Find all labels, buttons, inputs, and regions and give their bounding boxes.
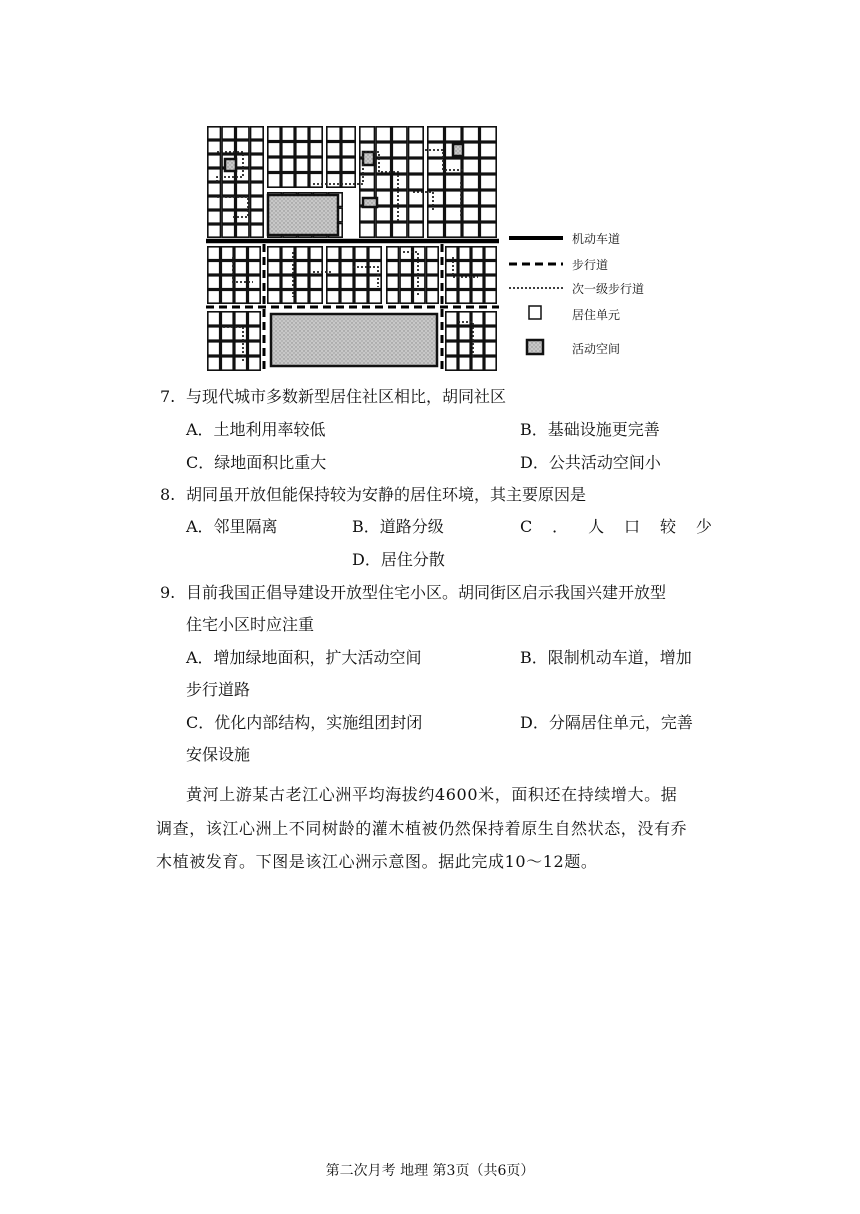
residential-unit [392,143,407,157]
legend-label-subwalk: 次一级步行道 [572,282,645,296]
residential-unit [251,155,264,167]
residential-unit [248,342,260,355]
residential-unit [376,127,391,141]
residential-unit [251,127,264,139]
residential-unit [459,247,470,260]
residential-unit [376,175,391,189]
residential-unit [463,223,479,237]
q9-number: 9. [160,583,176,602]
q9-stem-line2: 住宅小区时应注重 [186,615,315,634]
residential-unit [208,211,221,223]
residential-unit [472,261,483,274]
q9-option-b-line1: B．限制机动车道，增加 [520,648,692,667]
residential-unit [268,173,280,187]
residential-unit [268,276,280,289]
residential-unit [268,127,280,141]
residential-unit [485,276,496,289]
residential-unit [236,127,249,139]
residential-unit [235,290,247,303]
residential-unit [463,191,479,205]
residential-unit [310,173,322,187]
residential-unit [268,247,280,260]
residential-unit [387,261,399,274]
residential-unit [222,183,235,195]
residential-unit [485,312,496,325]
residential-unit [310,142,322,156]
residential-unit [248,290,260,303]
residential-unit [376,207,391,221]
residential-unit [208,225,221,237]
q8-option-d: D．居住分散 [352,550,445,569]
residential-unit [413,290,425,303]
residential-unit [459,290,470,303]
q8-option-a: A．邻里隔离 [186,517,278,536]
residential-unit [400,247,412,260]
residential-unit [446,261,457,274]
residential-unit [400,276,412,289]
residential-unit [400,290,412,303]
residential-unit [392,191,407,205]
residential-unit [222,225,235,237]
residential-unit [268,290,280,303]
residential-unit [221,342,233,355]
residential-unit [235,312,247,325]
residential-unit [446,342,457,355]
activity-space-lower [271,314,437,366]
residential-unit [342,127,355,141]
residential-unit [387,276,399,289]
residential-unit [446,357,457,370]
residential-unit [296,247,308,260]
residential-unit [463,207,479,221]
residential-unit [463,143,479,157]
residential-unit [296,127,308,141]
residential-unit [268,158,280,172]
residential-unit [445,207,461,221]
residential-unit [296,142,308,156]
residential-unit [282,173,294,187]
residential-unit [409,207,424,221]
residential-unit [310,247,322,260]
residential-unit [428,207,444,221]
residential-unit [428,159,444,173]
residential-unit [427,290,439,303]
legend-label-space: 活动空间 [572,342,621,356]
residential-unit [222,211,235,223]
residential-unit [387,290,399,303]
residential-unit [221,261,233,274]
residential-unit [376,223,391,237]
residential-unit [236,183,249,195]
residential-unit [208,312,220,325]
residential-unit [446,327,457,340]
q7-number: 7. [160,387,176,406]
residential-unit [427,261,439,274]
q7-option-c: C．绿地面积比重大 [186,453,327,472]
residential-unit [248,276,260,289]
residential-unit [409,127,424,141]
residential-unit [208,155,221,167]
residential-unit [342,142,355,156]
residential-unit [392,127,407,141]
residential-unit [446,276,457,289]
q9-option-d-line2: 安保设施 [186,745,251,764]
residential-unit [296,276,308,289]
residential-unit [409,159,424,173]
page-footer: 第二次月考 地理 第3页（共6页） [325,1163,535,1179]
residential-unit [427,276,439,289]
residential-unit [235,327,247,340]
residential-unit [392,175,407,189]
activity-space-upper [268,195,338,235]
residential-unit [268,142,280,156]
residential-unit [342,158,355,172]
residential-unit [327,247,339,260]
residential-unit [248,261,260,274]
residential-unit [296,158,308,172]
residential-unit [248,312,260,325]
residential-unit [251,169,264,181]
residential-unit [235,247,247,260]
residential-unit [463,175,479,189]
residential-unit [327,127,340,141]
residential-unit [428,223,444,237]
residential-unit [327,261,339,274]
residential-unit [409,143,424,157]
q7-option-a: A．土地利用率较低 [186,420,326,439]
residential-unit [221,290,233,303]
q7-option-d: D．公共活动空间小 [520,453,661,472]
residential-unit [472,247,483,260]
residential-unit [327,173,340,187]
residential-unit [387,247,399,260]
residential-unit [360,207,375,221]
q8-number: 8. [160,485,176,504]
residential-unit [446,247,457,260]
residential-unit [485,357,496,370]
residential-unit [296,173,308,187]
q7-option-b: B．基础设施更完善 [520,420,660,439]
residential-unit [341,247,353,260]
residential-unit [235,261,247,274]
residential-unit [221,357,233,370]
residential-unit [480,223,496,237]
residential-unit [208,276,220,289]
residential-unit [445,223,461,237]
residential-unit [355,247,367,260]
residential-unit [409,223,424,237]
residential-unit [369,247,381,260]
residential-unit [282,127,294,141]
legend-label-walk: 步行道 [572,258,609,272]
residential-unit [428,127,444,141]
passage-line-1: 黄河上游某古老江心洲平均海拔约4600米，面积还在持续增大。据 [186,785,678,804]
residential-unit [222,127,235,139]
residential-unit [400,261,412,274]
residential-unit [485,342,496,355]
residential-unit [480,207,496,221]
residential-unit [427,247,439,260]
residential-unit [459,261,470,274]
residential-unit [360,223,375,237]
residential-unit [236,155,249,167]
residential-unit [463,159,479,173]
residential-unit [251,197,264,209]
residential-unit [235,357,247,370]
q8-option-b: B．道路分级 [352,517,444,536]
residential-unit [459,342,470,355]
residential-unit [222,141,235,153]
residential-unit [222,197,235,209]
residential-unit [221,247,233,260]
residential-unit [341,261,353,274]
q9-option-a: A．增加绿地面积，扩大活动空间 [186,648,422,667]
residential-unit [480,175,496,189]
residential-unit [446,312,457,325]
residential-unit [221,276,233,289]
residential-unit [310,290,322,303]
q7-stem: 与现代城市多数新型居住社区相比，胡同社区 [186,387,507,406]
residential-unit [251,183,264,195]
residential-unit [208,327,220,340]
residential-unit [221,312,233,325]
activity-space-small-3 [453,144,463,156]
residential-unit [480,127,496,141]
residential-unit [236,197,249,209]
residential-unit [208,261,220,274]
residential-unit [341,290,353,303]
legend-label-unit: 居住单元 [572,308,621,322]
residential-unit [459,327,470,340]
residential-unit [428,175,444,189]
residential-unit [208,127,221,139]
passage-line-3: 木植被发育。下图是该江心洲示意图。据此完成10～12题。 [156,852,598,871]
residential-unit [208,197,221,209]
residential-unit [485,261,496,274]
hutong-map-figure [203,122,653,374]
residential-unit [327,142,340,156]
residential-unit [327,290,339,303]
residential-unit [341,276,353,289]
residential-unit [282,158,294,172]
residential-unit [445,175,461,189]
residential-unit [208,169,221,181]
residential-unit [248,247,260,260]
residential-unit [282,142,294,156]
residential-unit [310,158,322,172]
residential-unit [485,327,496,340]
residential-unit [296,290,308,303]
activity-space-small-1 [225,159,236,171]
residential-unit [310,276,322,289]
residential-unit [208,247,220,260]
residential-unit [459,276,470,289]
residential-unit [248,357,260,370]
residential-unit [392,159,407,173]
residential-unit [235,342,247,355]
residential-unit [445,191,461,205]
residential-unit [413,247,425,260]
residential-unit [409,175,424,189]
legend [509,231,644,356]
activity-space-small-4 [363,198,377,207]
residential-unit [355,290,367,303]
residential-unit [208,357,220,370]
q9-option-b-line2: 步行道路 [186,680,251,699]
residential-unit [480,159,496,173]
residential-unit [248,327,260,340]
residential-unit [463,127,479,141]
q9-option-c: C．优化内部结构，实施组团封闭 [186,713,423,732]
residential-unit [459,357,470,370]
residential-unit [392,223,407,237]
q8-stem: 胡同虽开放但能保持较为安静的居住环境，其主要原因是 [186,485,587,504]
q9-stem-line1: 目前我国正倡导建设开放型住宅小区。胡同街区启示我国兴建开放型 [186,583,667,602]
residential-unit [485,290,496,303]
residential-unit [413,261,425,274]
legend-label-road: 机动车道 [572,232,621,246]
residential-unit [485,247,496,260]
residential-unit [472,290,483,303]
residential-unit [392,207,407,221]
residential-unit [208,183,221,195]
residential-unit [360,127,375,141]
residential-unit [480,143,496,157]
residential-unit [446,290,457,303]
residential-unit [472,357,483,370]
residential-unit [409,191,424,205]
residential-unit [236,225,249,237]
residential-unit [251,211,264,223]
residential-unit [480,191,496,205]
q9-option-d-line1: D．分隔居住单元，完善 [520,713,693,732]
residential-unit [251,225,264,237]
residential-unit [355,276,367,289]
residential-unit [268,261,280,274]
residential-unit [221,327,233,340]
activity-space-small-2 [363,152,374,165]
residential-unit [208,342,220,355]
residential-unit [445,159,461,173]
residential-unit [459,312,470,325]
residential-unit [296,261,308,274]
residential-unit [413,276,425,289]
residential-unit [369,276,381,289]
residential-unit [360,175,375,189]
residential-unit [369,290,381,303]
residential-unit [310,127,322,141]
passage-line-2: 调查，该江心洲上不同树龄的灌木植被仍然保持着原生自然状态，没有乔 [156,819,688,838]
residential-unit [310,261,322,274]
residential-unit [445,127,461,141]
residential-unit [428,191,444,205]
q8-option-c: C ． 人 口 较 少 [520,517,712,536]
residential-unit [251,141,264,153]
residential-unit [208,290,220,303]
residential-unit [327,276,339,289]
residential-unit [342,173,355,187]
residential-unit [327,158,340,172]
